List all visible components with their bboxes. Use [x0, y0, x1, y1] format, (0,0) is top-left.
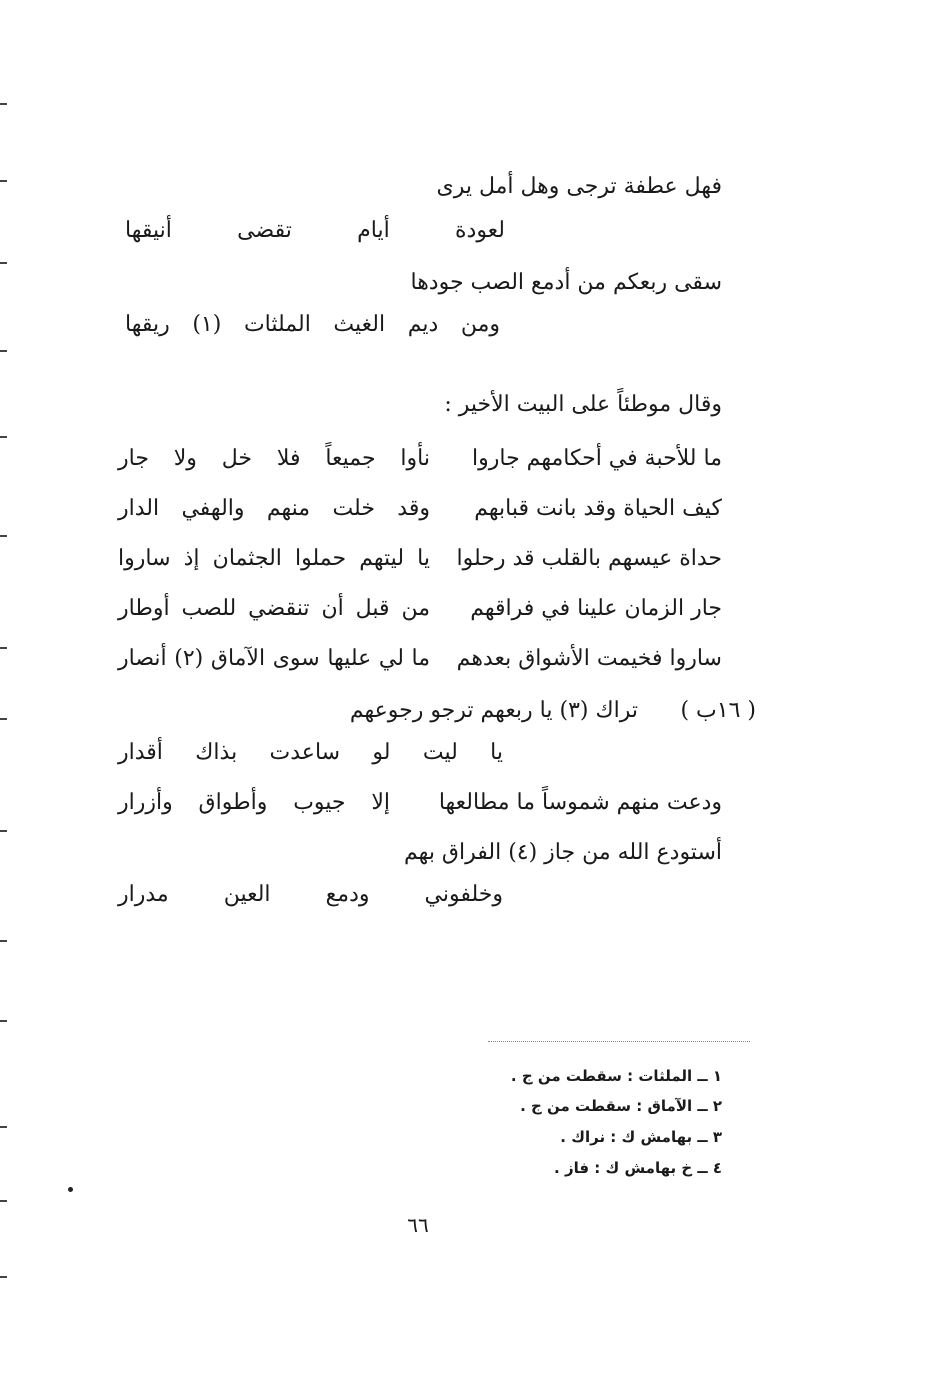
ink-dot	[68, 1187, 73, 1192]
margin-tick	[0, 1200, 7, 1202]
verse-hemistich: من قبل أن تنقضي للصب أوطار	[118, 596, 430, 621]
margin-tick	[0, 647, 7, 649]
verse-hemistich: ومن ديم الغيث الملثات (١) ريقها	[125, 312, 501, 337]
verse-hemistich: ما لي عليها سوى الآماق (٢) أنصار	[118, 646, 430, 671]
verse-hemistich: فهل عطفة ترجى وهل أمل يرى	[436, 174, 722, 199]
margin-tick	[0, 830, 7, 832]
margin-tick	[0, 1126, 7, 1128]
verse-hemistich: وخلفوني ودمع العين مدرار	[118, 882, 503, 907]
margin-tick	[0, 535, 7, 537]
verse-hemistich: ودعت منهم شموساً ما مطالعها	[438, 790, 722, 815]
intro-line: وقال موطئاً على البيت الأخير :	[444, 392, 722, 417]
verse-hemistich: وقد خلت منهم والهفي الدار	[118, 496, 430, 521]
page-number: ٦٦	[407, 1213, 429, 1237]
margin-tick	[0, 350, 7, 352]
folio-marker: ( ١٦ب )	[680, 698, 756, 723]
verse-hemistich: كيف الحياة وقد بانت قبابهم	[474, 496, 722, 521]
footnote-separator	[488, 1041, 750, 1042]
margin-tick	[0, 940, 7, 942]
footnote: ٢ ــ الآماق : سقطت من ج .	[520, 1097, 722, 1115]
verse-hemistich: يا ليت لو ساعدت بذاك أقدار	[118, 740, 503, 765]
verse-hemistich: تراك (٣) يا ربعهم ترجو رجوعهم	[349, 698, 638, 723]
margin-tick	[0, 262, 7, 264]
margin-tick	[0, 103, 7, 105]
verse-hemistich: إلا جيوب وأطواق وأزرار	[118, 790, 390, 815]
verse-hemistich: سقى ربعكم من أدمع الصب جودها	[410, 270, 722, 295]
margin-tick	[0, 1020, 7, 1022]
footnote: ١ ــ الملثات : سقطت من ج .	[510, 1067, 722, 1085]
verse-hemistich: حداة عيسهم بالقلب قد رحلوا	[456, 546, 722, 571]
margin-tick	[0, 1276, 7, 1278]
footnote: ٣ ــ بهامش ك : نراك .	[560, 1128, 722, 1146]
verse-hemistich: ما للأحبة في أحكامهم جاروا	[472, 446, 722, 471]
verse-hemistich: نأوا جميعاً فلا خل ولا جار	[118, 446, 430, 471]
verse-hemistich: ساروا فخيمت الأشواق بعدهم	[456, 646, 722, 671]
verse-hemistich: جار الزمان علينا في فراقهم	[470, 596, 722, 621]
verse-hemistich: أستودع الله من جاز (٤) الفراق بهم	[404, 840, 722, 865]
verse-hemistich: لعودة أيام تقضى أنيقها	[125, 218, 505, 243]
margin-tick	[0, 718, 7, 720]
margin-tick	[0, 180, 7, 182]
margin-tick	[0, 436, 7, 438]
verse-hemistich: يا ليتهم حملوا الجثمان إذ ساروا	[118, 546, 430, 571]
footnote: ٤ ــ خ بهامش ك : فاز .	[554, 1159, 722, 1177]
